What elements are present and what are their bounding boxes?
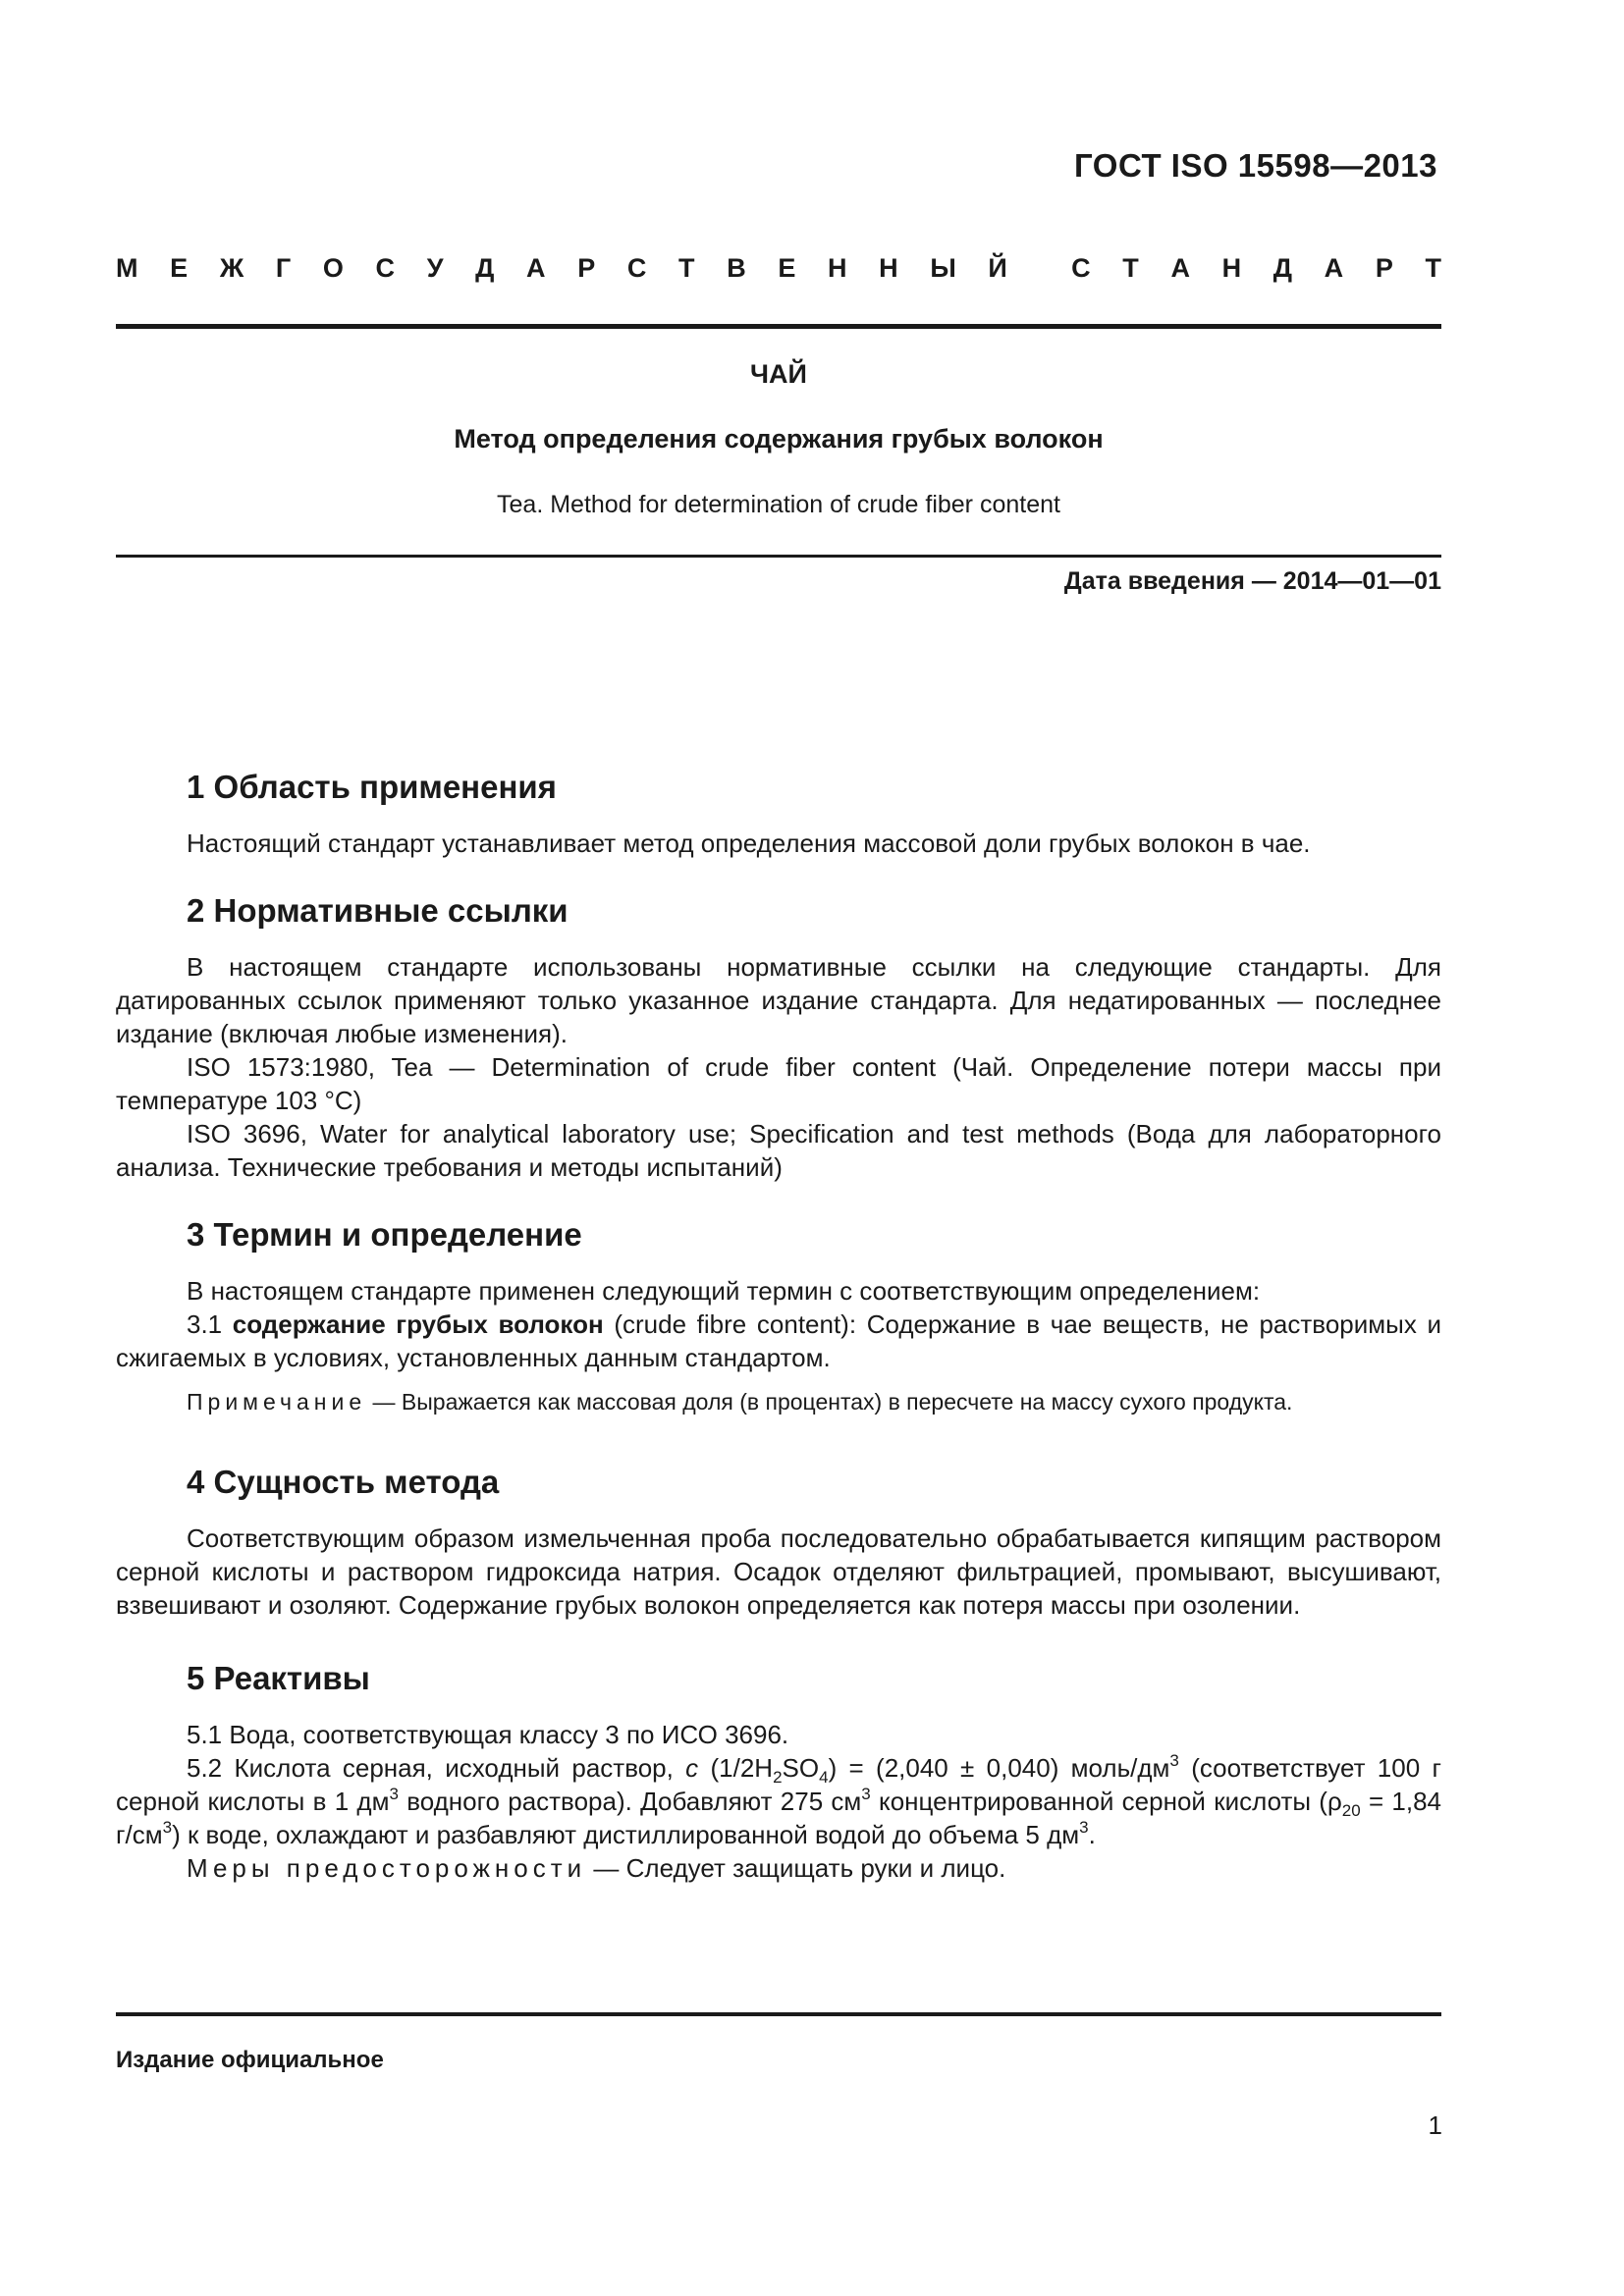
superscript: 3 — [1079, 1818, 1089, 1837]
text-run: . — [1088, 1820, 1096, 1849]
superscript: 3 — [1169, 1751, 1179, 1770]
banner-letter: Р — [577, 253, 596, 283]
paragraph: В настоящем стандарте применен следующий термин с соответствующим определением: — [187, 1276, 1261, 1306]
term-text: (crude fibre content): Содержание в чае веществ, не растворимых и сжигаемых в условиях, установленных данным стандартом. — [116, 1309, 1441, 1372]
subscript: 4 — [819, 1768, 829, 1787]
section-heading: 1 Область применения — [187, 769, 557, 805]
precaution — [116, 1851, 1441, 1885]
banner-letter: С — [375, 253, 396, 283]
banner-letter: С — [626, 253, 647, 283]
reference-iso-1573: ISO 1573:1980, Tea — Determination of crude fiber content (Чай. Определение потери массы при температуре 103 °С) — [116, 1052, 1441, 1115]
banner-letter: Г — [275, 253, 292, 283]
banner-letter: В — [727, 253, 746, 283]
introduction-date: Дата введения — 2014—01—01 — [1063, 567, 1441, 595]
paragraph: В настоящем стандарте использованы нормативные ссылки на следующие стандарты. Для датированных ссылок применяют только указанное издание стандарта. Для недатированных — последнее издание (включая любые изменения). — [116, 952, 1441, 1048]
banner-letter: Н — [1221, 253, 1242, 283]
section-heading: 5 Реактивы — [187, 1660, 370, 1696]
banner-letter: Р — [1375, 253, 1393, 283]
note-label: Примечание — [187, 1389, 367, 1415]
banner-letter: А — [1170, 253, 1190, 283]
header-rule — [116, 324, 1441, 329]
document-body — [116, 766, 1441, 1914]
paragraph: 5.1 Вода, соответствующая классу 3 по ИСО 3696. — [187, 1720, 789, 1749]
banner-letter: А — [526, 253, 546, 283]
banner-letter: Е — [170, 253, 189, 283]
banner-letter: Д — [475, 253, 495, 283]
text-run: 5.2 Кислота серная, исходный раствор, — [187, 1753, 686, 1783]
term-definition — [116, 1308, 1441, 1374]
banner-letter: О — [322, 253, 344, 283]
section-scope — [116, 766, 1441, 860]
symbol-c: c — [685, 1753, 699, 1783]
official-edition-label: Издание официальное — [116, 2047, 384, 2073]
footer-rule — [116, 2012, 1441, 2016]
title-rule — [116, 555, 1441, 558]
paragraph: Настоящий стандарт устанавливает метод определения массовой доли грубых волокон в чае. — [187, 828, 1311, 858]
paragraph: Соответствующим образом измельченная проба последовательно обрабатывается кипящим раствором серной кислоты и раствором гидроксида натрия. Осадок отделяют фильтрацией, промывают, высушивают, взвешивают и озоляют. Содержание грубых волокон определяется как потеря массы при озолении. — [116, 1523, 1441, 1620]
banner-letter: Н — [879, 253, 898, 283]
text-run: водного раствора). Добавляют 275 см — [398, 1787, 862, 1816]
banner-letter: Й — [988, 253, 1007, 283]
section-heading: 3 Термин и определение — [187, 1216, 582, 1253]
interstate-standard-banner — [116, 253, 1441, 284]
standard-subtitle: Метод определения содержания грубых волокон — [454, 424, 1104, 454]
section-heading: 2 Нормативные ссылки — [187, 892, 568, 929]
term-name: содержание грубых волокон — [232, 1309, 604, 1339]
banner-letter: Ы — [930, 253, 956, 283]
text-run: ) к воде, охлаждают и разбавляют дистиллированной водой до объема 5 дм — [172, 1820, 1080, 1849]
banner-letter: М — [116, 253, 138, 283]
text-run: концентрированной серной кислоты (ρ — [870, 1787, 1342, 1816]
text-run: = 1,84 г/см — [116, 1787, 1441, 1849]
text-run: SO — [782, 1753, 820, 1783]
superscript: 3 — [162, 1818, 173, 1837]
section-heading: 4 Сущность метода — [187, 1464, 500, 1500]
paragraph — [116, 1751, 1441, 1851]
subscript: 20 — [1341, 1801, 1361, 1820]
standard-title: ЧАЙ — [750, 359, 807, 389]
banner-letter: Т — [678, 253, 695, 283]
english-title: Tea. Method for determination of crude fiber content — [497, 491, 1060, 518]
banner-letter: Ж — [219, 253, 244, 283]
banner-letter: У — [426, 253, 444, 283]
subscript: 2 — [773, 1768, 783, 1787]
note — [116, 1386, 1441, 1417]
banner-letter: Н — [828, 253, 847, 283]
section-method-principle — [116, 1461, 1441, 1622]
term-number: 3.1 — [187, 1309, 233, 1339]
precaution-label: Меры предосторожности — [187, 1853, 587, 1883]
superscript: 3 — [861, 1785, 871, 1803]
superscript: 3 — [389, 1785, 399, 1803]
text-run: (соответствует 100 г серной кислоты в 1 дм — [116, 1753, 1441, 1816]
note-text: — Выражается как массовая доля (в процентах) в пересчете на массу сухого продукта. — [366, 1389, 1293, 1415]
reference-iso-3696: ISO 3696, Water for analytical laboratory use; Specification and test methods (Вода для лабораторного анализа. Технические требования и методы испытаний) — [116, 1119, 1441, 1182]
precaution-text: — Следует защищать руки и лицо. — [586, 1853, 1006, 1883]
section-terms — [116, 1213, 1441, 1417]
text-run: ) = (2,040 ± 0,040) моль/дм — [828, 1753, 1170, 1783]
text-run: (1/2H — [698, 1753, 774, 1783]
gost-number: ГОСТ ISO 15598—2013 — [1074, 147, 1437, 184]
banner-letter: С — [1071, 253, 1091, 283]
section-reagents — [116, 1657, 1441, 1885]
banner-letter: Т — [1122, 253, 1139, 283]
banner-letter: А — [1324, 253, 1344, 283]
banner-letter: Т — [1425, 253, 1441, 283]
banner-letter: Д — [1272, 253, 1293, 283]
section-normative-references — [116, 889, 1441, 1184]
page-number: 1 — [1428, 2110, 1442, 2140]
banner-letter: Е — [778, 253, 796, 283]
